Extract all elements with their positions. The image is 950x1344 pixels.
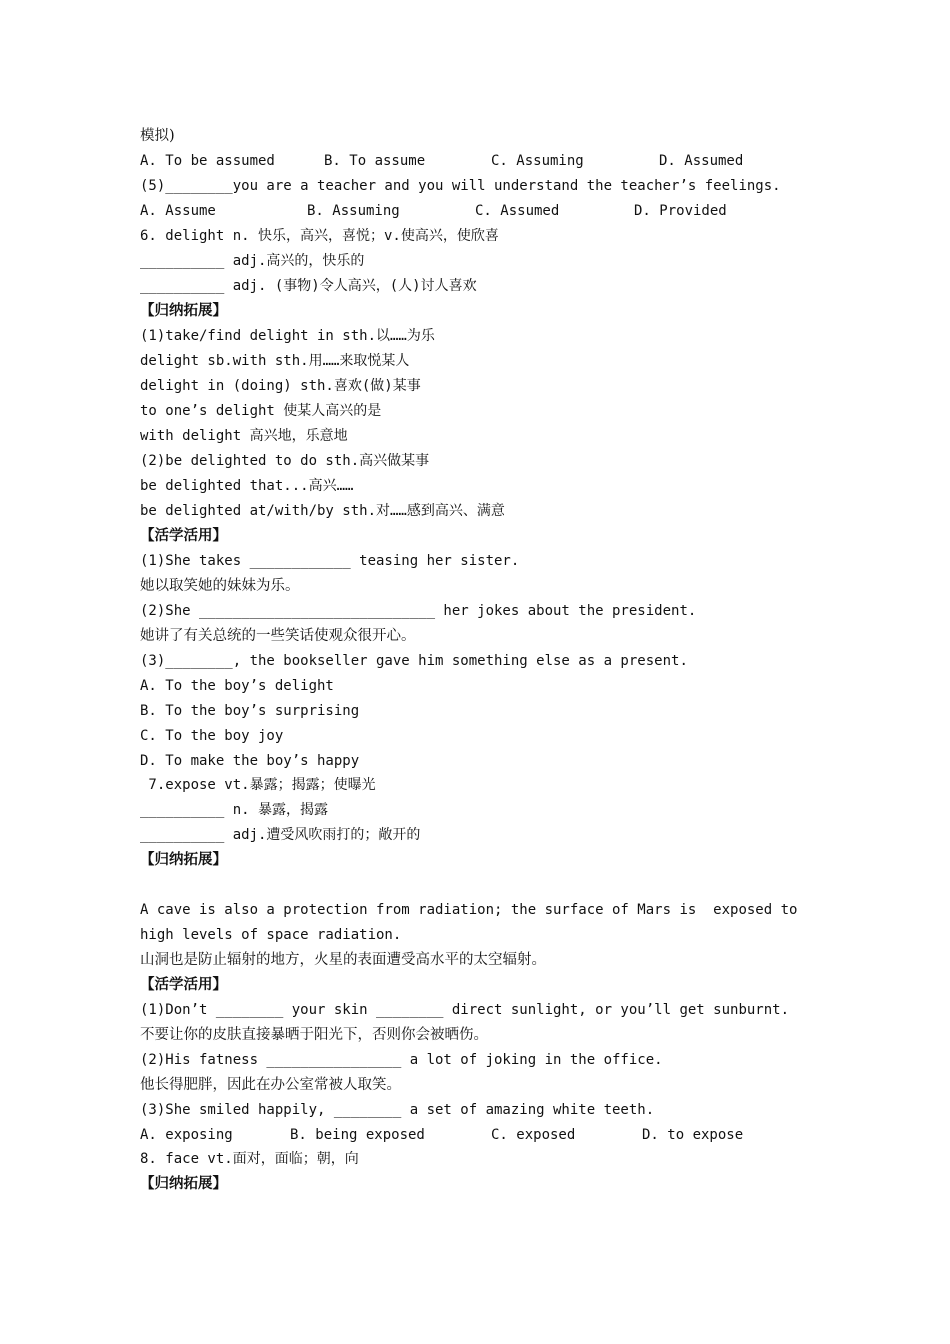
text-line: delight in (doing) sth.喜欢(做)某事 (140, 378, 421, 394)
question-line: (1)She takes ____________ teasing her sister. (140, 553, 520, 569)
text-line: delight sb.with sth.用……来取悦某人 (140, 353, 410, 369)
word-heading: 6. delight n. 快乐，高兴，喜悦；v.使高兴，使欣喜 (140, 228, 499, 244)
section-header: 【归纳拓展】 (140, 303, 227, 319)
question-line: (2)His fatness ________________ a lot of joking in the office. (140, 1052, 663, 1068)
text-line: __________ n. 暴露，揭露 (140, 802, 329, 818)
text-line: (2)be delighted to do sth.高兴做某事 (140, 453, 430, 469)
translation-line: 她以取笑她的妹妹为乐。 (140, 578, 300, 594)
example-sentence: high levels of space radiation. (140, 927, 402, 943)
section-header: 【活学活用】 (140, 528, 227, 544)
text-line: be delighted that...高兴…… (140, 478, 354, 494)
option-b: B. To assume (324, 153, 426, 169)
question-line: (1)Don’t ________ your skin ________ direct sunlight, or you’ll get sunburnt. (140, 1002, 790, 1018)
word-heading: 7.expose vt.暴露；揭露；使曝光 (140, 777, 376, 793)
question-line: (3)________, the bookseller gave him something else as a present. (140, 653, 688, 669)
option-c: C. exposed (491, 1127, 576, 1143)
option-b: B. Assuming (307, 203, 400, 219)
word-heading: 8. face vt.面对，面临；朝，向 (140, 1151, 359, 1167)
option-a: A. To be assumed (140, 153, 275, 169)
section-header: 【归纳拓展】 (140, 852, 227, 868)
text-line: with delight 高兴地，乐意地 (140, 428, 348, 444)
question-line: (2)She ____________________________ her jokes about the president. (140, 603, 697, 619)
question-line: (3)She smiled happily, ________ a set of amazing white teeth. (140, 1102, 655, 1118)
text-line: 模拟) (140, 128, 175, 144)
option-a: A. Assume (140, 203, 216, 219)
translation-line: 山洞也是防止辐射的地方，火星的表面遭受高水平的太空辐射。 (140, 952, 546, 968)
translation-line: 她讲了有关总统的一些笑话使观众很开心。 (140, 628, 416, 644)
option-d: D. Provided (634, 203, 727, 219)
option-a: A. To the boy’s delight (140, 678, 334, 694)
option-b: B. being exposed (290, 1127, 425, 1143)
option-c: C. Assumed (475, 203, 560, 219)
option-d: D. To make the boy’s happy (140, 753, 360, 769)
translation-line: 不要让你的皮肤直接暴晒于阳光下，否则你会被晒伤。 (140, 1027, 488, 1043)
translation-line: 他长得肥胖，因此在办公室常被人取笑。 (140, 1077, 401, 1093)
text-line: __________ adj.遭受风吹雨打的；敞开的 (140, 827, 421, 843)
option-c: C. Assuming (491, 153, 584, 169)
example-sentence: A cave is also a protection from radiation; the surface of Mars is exposed to (140, 902, 798, 918)
text-line: (1)take/find delight in sth.以……为乐 (140, 328, 435, 344)
option-d: D. Assumed (659, 153, 744, 169)
option-d: D. to expose (642, 1127, 744, 1143)
section-header: 【活学活用】 (140, 977, 227, 993)
option-b: B. To the boy’s surprising (140, 703, 360, 719)
text-line: __________ adj.高兴的，快乐的 (140, 253, 365, 269)
option-a: A. exposing (140, 1127, 233, 1143)
section-header: 【归纳拓展】 (140, 1176, 227, 1192)
question-line: (5)________you are a teacher and you will understand the teacher’s feelings. (140, 178, 781, 194)
text-line: to one’s delight 使某人高兴的是 (140, 403, 382, 419)
option-c: C. To the boy joy (140, 728, 284, 744)
text-line: __________ adj. (事物)令人高兴，(人)讨人喜欢 (140, 278, 477, 294)
text-line: be delighted at/with/by sth.对……感到高兴、满意 (140, 503, 505, 519)
